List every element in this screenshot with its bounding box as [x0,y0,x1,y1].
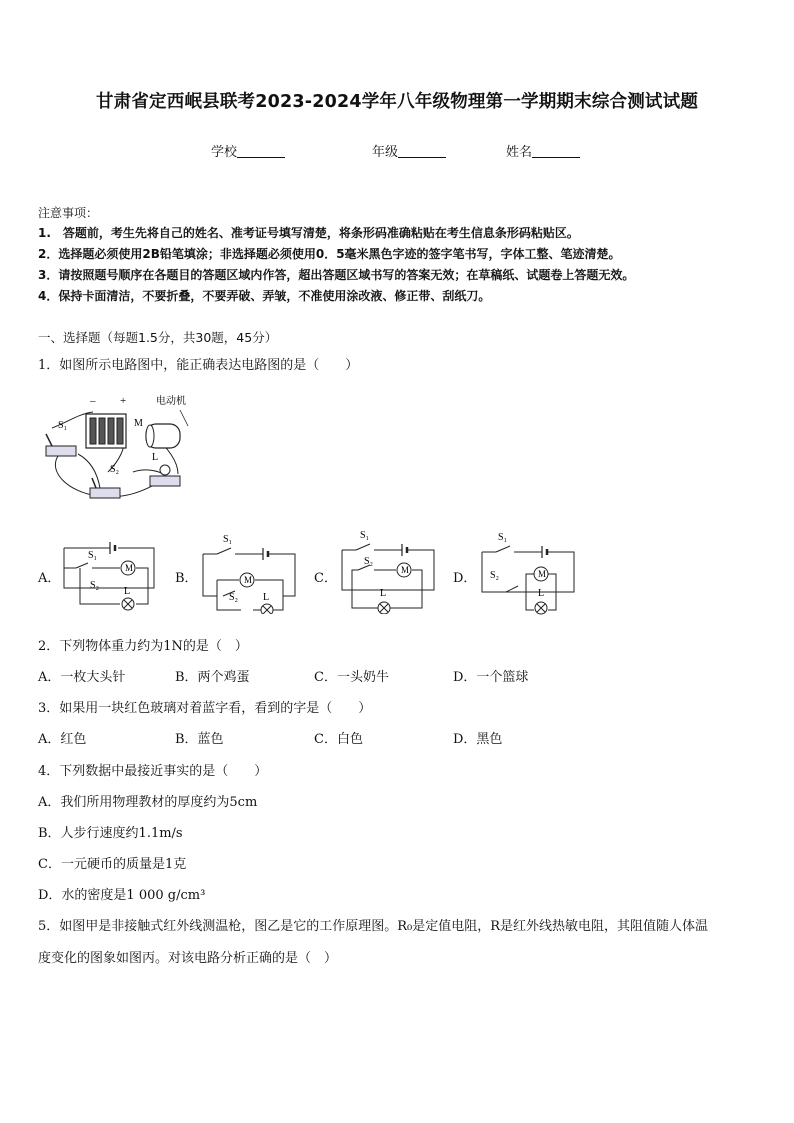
motor-icon [146,410,188,448]
motor-caption: 电动机 [156,396,186,407]
q2-option-a[interactable]: A．一枚大头针 [38,670,126,685]
circuit-diagram-b [197,530,301,614]
m-label: M [244,575,253,585]
motor-m-label: M [134,418,143,429]
l-label: L [538,588,545,599]
l-label: L [380,588,387,599]
s1-label: S₁ [58,420,68,431]
l-label: L [263,592,270,603]
q1-option-b[interactable]: B． [175,571,198,586]
name-label: 姓名 [506,145,533,160]
s2-label: S₂ [90,580,100,591]
section-heading: 一、选择题（每题1.5分，共30题，45分） [38,330,278,345]
q4-option-c[interactable]: C．一元硬币的质量是1克 [38,857,187,872]
q4-option-d[interactable]: D．水的密度是1 000 g/cm³ [38,888,206,903]
notes-heading: 注意事项： [38,206,99,220]
question-1-stem: 1．如图所示电路图中，能正确表达电路图的是（ ） [38,358,359,373]
switch-s2-icon [90,478,120,498]
school-blank[interactable] [237,145,285,158]
name-blank[interactable] [532,145,580,158]
lamp-l-label: L [152,452,159,463]
minus-label: – [90,395,96,407]
question-2-stem: 2．下列物体重力约为1N的是（ ） [38,639,248,654]
circuit-diagram-a [60,536,158,612]
q4-option-b[interactable]: B．人步行速度约1.1m/s [38,826,183,841]
circuit-diagram-d [476,528,580,616]
page-title: 甘肃省定西岷县联考2023-2024学年八年级物理第一学期期末综合测试试题 [95,92,699,112]
s2-label: S₂ [490,570,500,581]
note-item: 2．选择题必须使用2B铅笔填涂；非选择题必须使用0．5毫米黑色字迹的签字笔书写，字体工整、笔迹清楚。 [38,247,621,261]
circuit-photo-figure [38,392,208,504]
q3-option-b[interactable]: B．蓝色 [175,732,224,747]
q3-option-c[interactable]: C．白色 [314,732,363,747]
question-3-stem: 3．如果用一块红色玻璃对着蓝字看，看到的字是（ ） [38,701,372,716]
lamp-symbol-icon [261,604,273,614]
question-4-stem: 4．下列数据中最接近事实的是（ ） [38,764,268,779]
l-label: L [124,586,131,597]
q2-option-d[interactable]: D．一个篮球 [453,670,529,685]
question-5-stem-line2: 度变化的图象如图丙。对该电路分析正确的是（ ） [38,951,338,966]
school-field[interactable] [211,141,285,160]
s2-label: S₂ [229,592,239,603]
s1-label: S₁ [498,532,508,543]
grade-field[interactable] [372,141,446,160]
note-item: 3．请按照题号顺序在各题目的答题区域内作答，超出答题区域书写的答案无效；在草稿纸、试题卷上答题无效。 [38,268,635,282]
note-item: 1. 答题前，考生先将自己的姓名、准考证号填写清楚，将条形码准确粘贴在考生信息条形码粘贴区。 [38,226,579,240]
q1-option-a[interactable]: A． [38,571,61,586]
battery-icon [86,414,126,448]
m-label: M [538,569,547,579]
school-label: 学校 [211,145,238,160]
q3-option-d[interactable]: D．黑色 [453,732,503,747]
lamp-icon [150,465,180,486]
s1-label: S₁ [223,534,233,545]
q3-option-a[interactable]: A．红色 [38,732,87,747]
q1-option-c[interactable]: C． [314,571,337,586]
s1-label: S₁ [360,530,370,541]
q4-option-a[interactable]: A．我们所用物理教材的厚度约为5cm [38,795,258,810]
q1-option-d[interactable]: D． [453,571,477,586]
plus-label: + [120,395,127,407]
q2-option-b[interactable]: B．两个鸡蛋 [175,670,250,685]
m-label: M [401,565,410,575]
switch-s1-icon [46,434,76,456]
circuit-diagram-c [336,526,440,614]
s2-label: S₂ [110,464,120,475]
grade-label: 年级 [372,145,399,160]
note-item: 4．保持卡面清洁，不要折叠，不要弄破、弄皱，不准使用涂改液、修正带、刮纸刀。 [38,289,491,303]
s1-label: S₁ [88,550,98,561]
grade-blank[interactable] [398,145,446,158]
question-5-stem-line1: 5．如图甲是非接触式红外线测温枪，图乙是它的工作原理图。R₀是定值电阻，R是红外线热敏电阻，其阻值随人体温 [38,919,709,934]
m-label: M [125,563,134,573]
name-field[interactable] [506,141,580,160]
q2-option-c[interactable]: C．一头奶牛 [314,670,389,685]
s2-label: S₂ [364,556,374,567]
